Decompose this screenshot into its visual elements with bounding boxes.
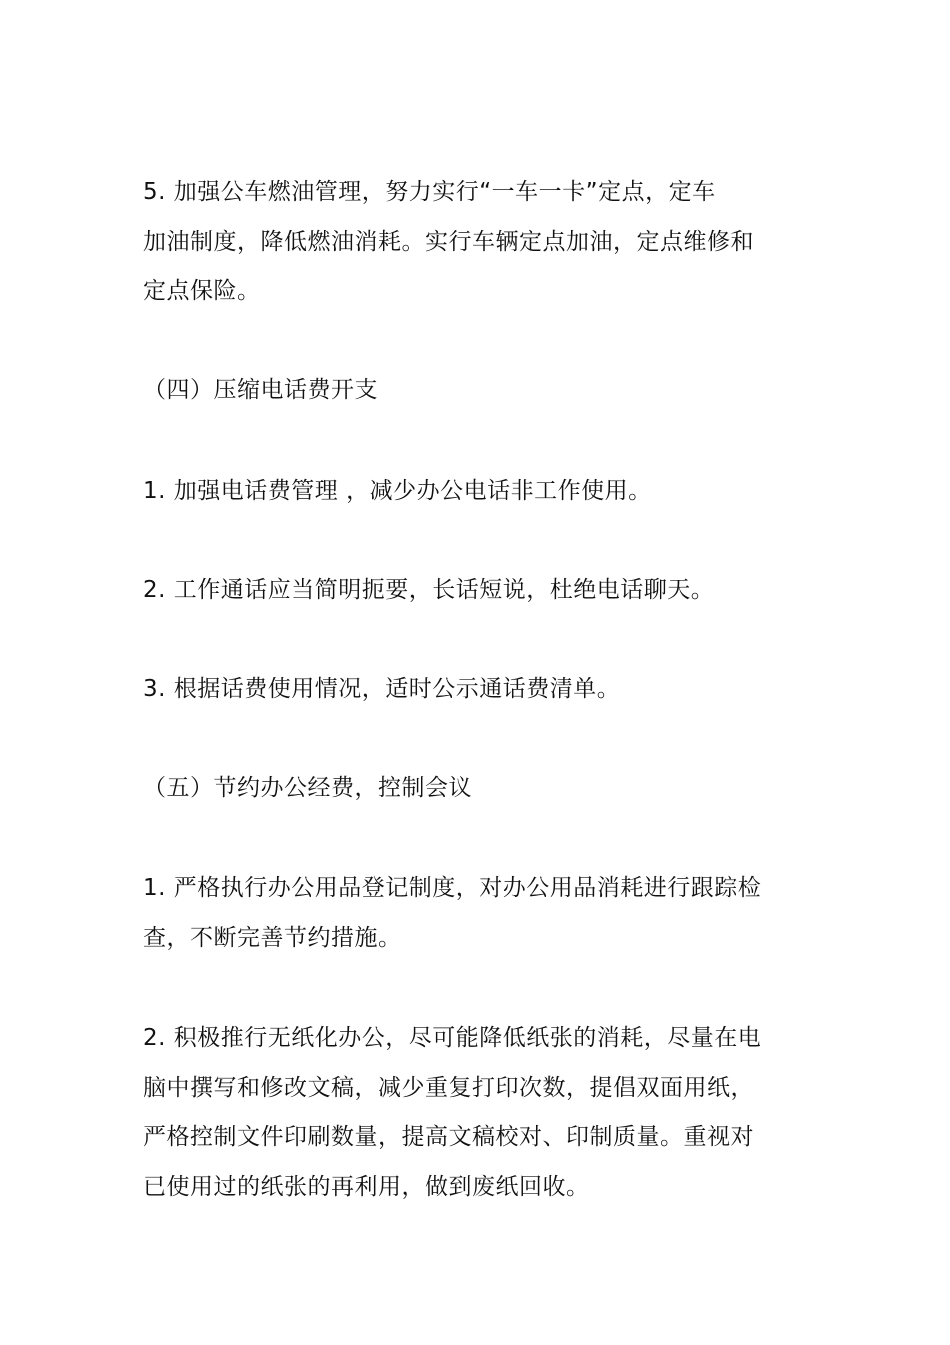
text-line: 脑中撰写和修改文稿，减少重复打印次数，提倡双面用纸， (143, 1074, 754, 1101)
text-line: 3. 根据话费使用情况，适时公示通话费清单。 (143, 676, 621, 702)
text-line: 2. 积极推行无纸化办公，尽可能降低纸张的消耗，尽量在电 (143, 1025, 762, 1051)
text-line: 严格控制文件印刷数量，提高文稿校对、印制质量。重视对 (143, 1124, 754, 1150)
paragraph-section-4-item-3 (143, 665, 753, 715)
text-line: 1. 严格执行办公用品登记制度，对办公用品消耗进行跟踪检 (143, 875, 762, 901)
paragraph-section-4-item-1 (143, 467, 753, 517)
text-line: 5. 加强公车燃油管理，努力实行“一车一卡”定点，定车 (143, 179, 716, 205)
paragraph-section-5-item-2 (143, 1014, 762, 1212)
paragraph-item-5-fuel (143, 168, 753, 317)
text-line: 查，不断完善节约措施。 (143, 924, 402, 951)
section-heading-4 (143, 366, 753, 416)
paragraph-section-4-item-2 (143, 566, 753, 616)
section-heading-5 (143, 764, 753, 814)
text-line: 加油制度，降低燃油消耗。实行车辆定点加油，定点维修和 (143, 228, 754, 255)
text-line: 定点保险。 (143, 278, 261, 304)
heading-text: （四）压缩电话费开支 (143, 377, 378, 403)
text-line: 1. 加强电话费管理 ，减少办公电话非工作使用。 (143, 478, 652, 504)
paragraph-section-5-item-1 (143, 864, 762, 963)
heading-text: （五）节约办公经费，控制会议 (143, 775, 472, 801)
text-line: 2. 工作通话应当简明扼要，长话短说，杜绝电话聊天。 (143, 577, 715, 603)
text-line: 已使用过的纸张的再利用，做到废纸回收。 (143, 1173, 590, 1200)
